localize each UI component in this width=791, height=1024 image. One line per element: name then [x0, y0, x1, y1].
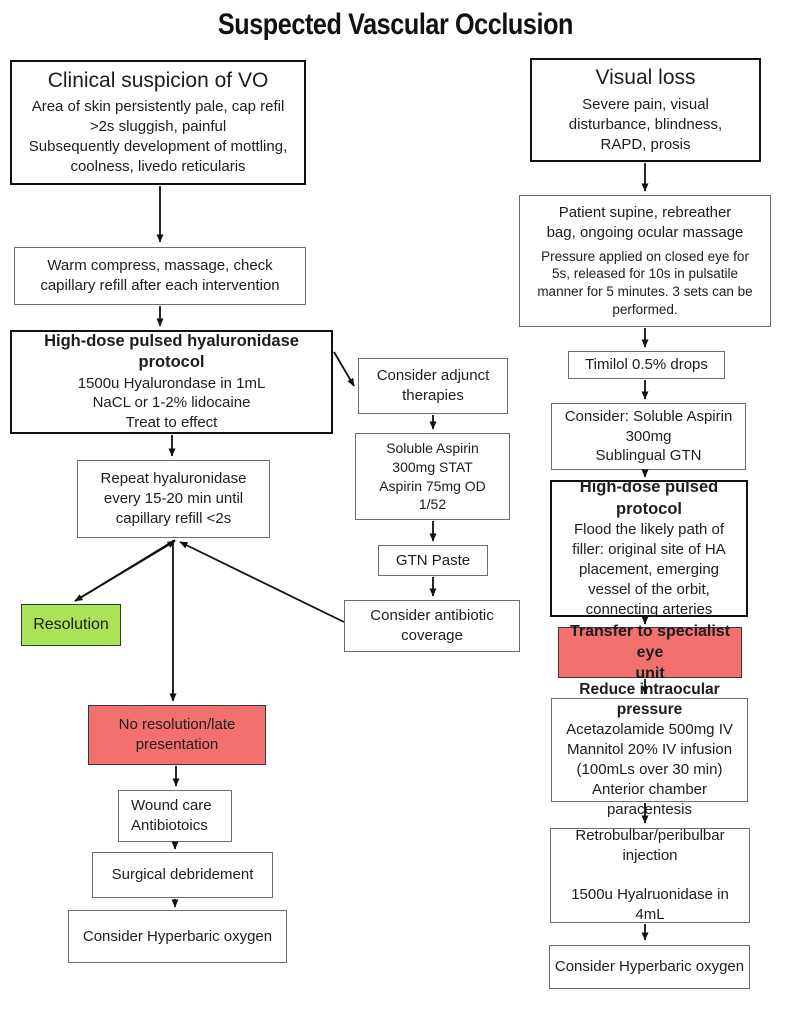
node-highdose-hyaluronidase [10, 330, 333, 434]
node-wound-care [118, 790, 232, 842]
text-line: 1/52 [418, 496, 447, 513]
node-label: Consider Hyperbaric oxygen [82, 927, 273, 945]
text-line: Warm compress, massage, check [47, 257, 273, 275]
node-surgical-debridement [92, 852, 273, 898]
text-line: filler: original site of HA [572, 541, 726, 559]
text-line: (100mLs over 30 min) [576, 761, 723, 779]
node-title: High-dose pulsed protocol [579, 478, 719, 518]
text-line: Wound care [131, 797, 212, 815]
node-label: Resolution [33, 616, 109, 634]
node-body [82, 469, 265, 529]
text-line: 5s, released for 10s in pulsatile [551, 266, 739, 282]
node-body [536, 95, 755, 155]
text-line: Severe pain, visual [582, 95, 709, 113]
text-line: 1500u Hyalurondase in 1mL [77, 374, 266, 392]
arrow-resolution-to-repeat [75, 541, 175, 601]
text-line: therapies [402, 387, 464, 404]
text-line: Repeat hyaluronidase [100, 470, 247, 488]
text-line: capillary refill after each intervention [40, 277, 280, 294]
text-line: connecting arteries [585, 600, 713, 618]
node-warm-compress [14, 247, 306, 305]
text-line: Sublingual GTN [595, 447, 702, 465]
text-line: Antibiotoics [131, 817, 208, 834]
text-line: vessel of the orbit, [588, 580, 710, 598]
text-line: Consider adjunct [376, 367, 490, 385]
node-subbody [524, 248, 766, 320]
text-line: coolness, livedo reticularis [70, 158, 246, 176]
node-body [556, 520, 742, 620]
node-body [16, 374, 327, 434]
text-line: 1500u Hyalruonidase in 4mL [571, 886, 729, 924]
node-consider-soluble-aspirin [551, 403, 746, 470]
text-line [555, 866, 745, 886]
node-gtn-paste [378, 545, 488, 576]
text-line: 300mg [625, 427, 672, 445]
arrow-highdose-to-adjunct [334, 352, 354, 386]
node-body [563, 621, 737, 685]
text-line: Acetazolamide 500mg IV [566, 721, 733, 739]
text-line: injection [622, 846, 678, 864]
text-line: Pressure applied on closed eye for [541, 248, 749, 264]
text-line: RAPD, prosis [600, 135, 691, 153]
text-line: Anterior chamber paracentesis [591, 781, 708, 819]
arrow-antibiotic-to-repeat [180, 542, 344, 622]
node-highdose-protocol-eye [550, 480, 748, 617]
node-label: Timilol 0.5% drops [585, 356, 708, 374]
node-no-resolution [88, 705, 266, 765]
node-body [19, 256, 301, 296]
node-body [360, 439, 505, 513]
node-body [349, 606, 515, 646]
text-line: presentation [135, 736, 219, 753]
text-line: Area of skin persistently pale, cap refil [31, 98, 285, 116]
node-label: Consider Hyperbaric oxygen [554, 958, 745, 976]
node-resolution [21, 604, 121, 646]
node-title: High-dose pulsed hyaluronidase protocol [44, 331, 299, 372]
text-line: Consider antibiotic [370, 607, 494, 625]
node-visual-loss [530, 58, 761, 162]
text-line: Retrobulbar/peribulbar [575, 826, 725, 844]
text-line: Aspirin 75mg OD [379, 477, 486, 494]
text-line: Transfer to specialist eye [569, 622, 731, 661]
text-line: every 15-20 min until [103, 490, 244, 508]
node-retrobulbar-injection [550, 828, 750, 923]
node-body [16, 97, 300, 177]
node-reduce-intraocular-pressure [551, 681, 748, 819]
text-line: >2s sluggish, painful [89, 118, 227, 136]
text-line: performed. [612, 302, 678, 318]
node-clinical-suspicion [10, 60, 306, 185]
page-title [0, 8, 791, 42]
node-body [363, 366, 503, 406]
text-line: Mannitol 20% IV infusion [566, 741, 733, 759]
node-soluble-aspirin [355, 433, 510, 520]
text-line: manner for 5 minutes. 3 sets can be [537, 284, 753, 300]
text-line: Soluble Aspirin [386, 440, 479, 457]
node-title: Reduce intraocular pressure [579, 681, 720, 719]
node-adjunct-therapies [358, 358, 508, 414]
node-body [555, 826, 745, 926]
node-body [524, 203, 766, 243]
node-body [131, 796, 227, 836]
node-patient-supine [519, 195, 771, 327]
node-body [556, 407, 741, 467]
text-line: capillary refill <2s [115, 509, 232, 527]
text-line: NaCL or 1-2% lidocaine [92, 394, 251, 412]
text-line: Patient supine, rebreather [558, 203, 732, 221]
node-body [556, 720, 743, 820]
node-body [93, 715, 261, 755]
node-label: GTN Paste [395, 551, 471, 569]
node-title: Visual loss [595, 66, 696, 90]
arrow-repeat-to-resolution [75, 540, 175, 601]
text-line: Flood the likely path of [573, 521, 725, 539]
text-line: Treat to effect [125, 414, 218, 432]
text-line: 300mg STAT [392, 458, 473, 475]
text-line: disturbance, blindness, [568, 115, 723, 133]
page-title-text: Suspected Vascular Occlusion [217, 8, 574, 41]
text-line: Consider: Soluble Aspirin [564, 407, 733, 425]
text-line: bag, ongoing ocular massage [546, 223, 744, 241]
text-line: unit [635, 665, 665, 683]
text-line: placement, emerging [578, 560, 720, 578]
node-transfer-specialist [558, 622, 742, 683]
node-antibiotic-coverage [344, 600, 520, 652]
node-label: Surgical debridement [111, 866, 254, 884]
text-line: No resolution/late [118, 716, 236, 734]
node-hyperbaric-oxygen-left [68, 910, 287, 963]
text-line: coverage [401, 627, 463, 644]
node-repeat-hyaluronidase [77, 460, 270, 538]
text-line: Subsequently development of mottling, [28, 138, 288, 156]
node-hyperbaric-oxygen-right [549, 945, 750, 989]
node-timilol-drops [568, 351, 725, 379]
node-title: Clinical suspicion of VO [47, 69, 269, 92]
